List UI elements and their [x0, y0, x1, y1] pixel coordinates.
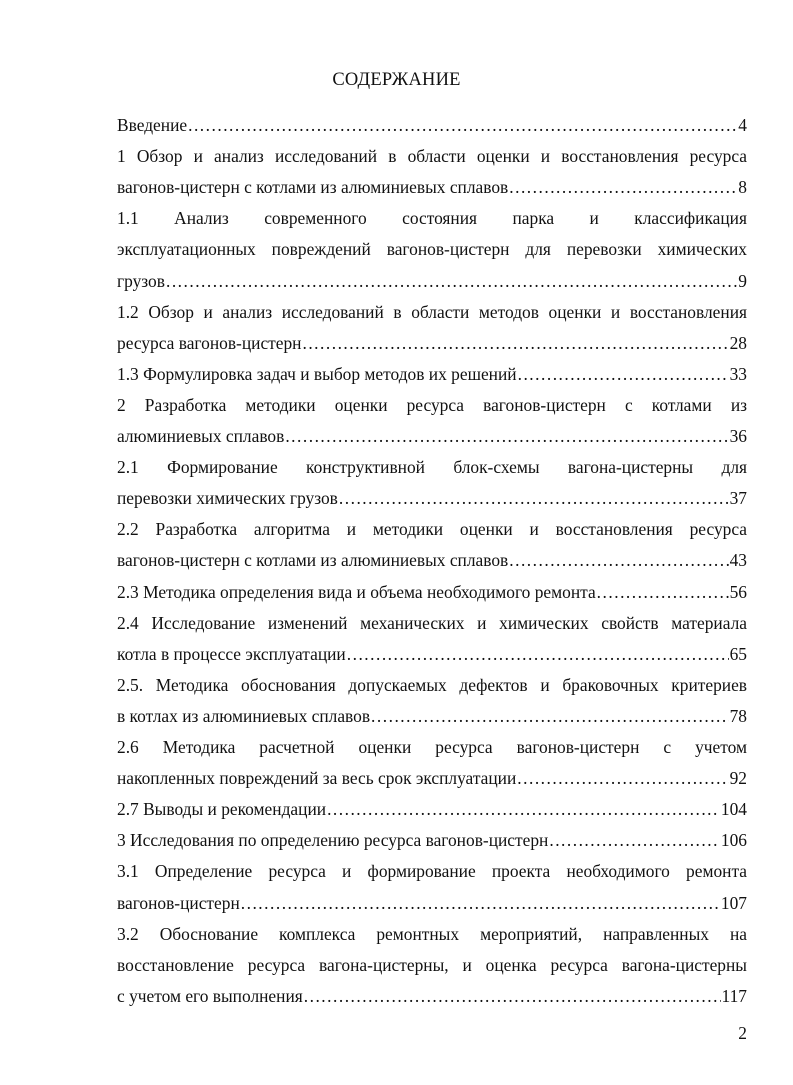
toc-entry-line-last	[117, 545, 747, 576]
toc-page-number: 36	[729, 426, 747, 446]
toc-entry-line-last	[117, 981, 747, 1012]
toc-entry-line-last	[117, 763, 747, 794]
toc-entry-text: восстановление ресурса вагона-цистерны, и оценка ресурса вагона-цистерны	[117, 954, 747, 975]
toc-page-number: 107	[720, 892, 747, 913]
dot-leader	[509, 545, 728, 576]
toc-entry-text: 2.3 Методика определения вида и объема необходимого ремонта	[117, 581, 596, 602]
toc-entry-text: 1.3 Формулировка задач и выбор методов их решений	[117, 363, 517, 384]
toc-entry-text: 2.4 Исследование изменений механических и химических свойств материала	[117, 612, 747, 633]
toc-entry-text: 2 Разработка методики оценки ресурса вагонов-цистерн с котлами из	[117, 394, 747, 415]
toc-entry-text: с учетом его выполнения	[117, 985, 303, 1006]
toc-page-number: 104	[720, 799, 747, 820]
page-number: 2	[738, 1023, 747, 1043]
toc-entry-text: вагонов-цистерн с котлами из алюминиевых сплавов	[117, 177, 509, 198]
toc-page-number: 106	[720, 830, 747, 851]
dot-leader	[241, 888, 720, 919]
dot-leader	[371, 701, 729, 732]
toc-entry-text: перевозки химических грузов	[117, 488, 338, 509]
toc-entry-line-last	[117, 701, 747, 732]
toc-entry-text: 2.5. Методика обоснования допускаемых дефектов и браковочных критериев	[117, 674, 747, 695]
page-title: СОДЕРЖАНИЕ	[332, 70, 461, 90]
toc-page-number: 92	[729, 768, 747, 789]
toc-entry-line-last	[117, 266, 747, 297]
toc-entry-text: алюминиевых сплавов	[117, 426, 285, 446]
toc-entry-line-last	[117, 421, 747, 452]
dot-leader	[304, 981, 721, 1012]
toc-page-number: 37	[729, 488, 747, 509]
toc-page-number: 4	[738, 115, 747, 135]
toc-entry-text: 2.6 Методика расчетной оценки ресурса вагонов-цистерн с учетом	[117, 737, 747, 757]
toc-entry-text: 3.2 Обоснование комплекса ремонтных мероприятий, направленных на	[117, 923, 747, 944]
dot-leader	[347, 639, 729, 670]
toc-entry-line-last	[117, 639, 747, 670]
toc-page-number: 33	[729, 363, 747, 384]
toc-entry-text: котла в процессе эксплуатации	[117, 643, 346, 664]
toc-entry-text: вагонов-цистерн с котлами из алюминиевых сплавов	[117, 550, 509, 571]
toc-entry-text: грузов	[117, 270, 165, 291]
dot-leader	[166, 266, 737, 297]
dot-leader	[188, 110, 737, 141]
toc-entry-text: эксплуатационных повреждений вагонов-цистерн для перевозки химических	[117, 239, 747, 260]
toc-entry-line-last	[117, 794, 747, 825]
toc-entry-text: 1 Обзор и анализ исследований в области оценки и восстановления ресурса	[117, 146, 747, 167]
toc-entry-text: 1.1 Анализ современного состояния парка и классификация	[117, 208, 747, 229]
dot-leader	[302, 328, 728, 359]
toc-entry-line-last	[117, 888, 747, 919]
toc-entry-text: в котлах из алюминиевых сплавов	[117, 705, 371, 726]
toc-entry-text: ресурса вагонов-цистерн	[117, 332, 302, 353]
toc-page-number: 43	[729, 550, 747, 571]
toc-page-number: 65	[729, 643, 747, 664]
toc-entry-text: 3.1 Определение ресурса и формирование проекта необходимого ремонта	[117, 861, 747, 882]
toc-page-number: 8	[738, 177, 747, 198]
toc-entry-line-last	[117, 328, 747, 359]
dot-leader	[518, 359, 729, 390]
toc-page-number: 9	[738, 270, 747, 291]
toc-entry-text: накопленных повреждений за весь срок эксплуатации	[117, 768, 517, 789]
dot-leader	[517, 763, 728, 794]
toc-entry-text: вагонов-цистерн	[117, 892, 240, 913]
toc-entry-line-last	[117, 577, 747, 608]
toc-entry-text: 2.2 Разработка алгоритма и методики оценки и восстановления ресурса	[117, 519, 747, 540]
toc-entry-text: 1.2 Обзор и анализ исследований в области методов оценки и восстановления	[117, 301, 747, 322]
dot-leader	[597, 577, 729, 608]
toc-entry-text: 2.7 Выводы и рекомендации	[117, 799, 327, 820]
toc-page-number: 28	[729, 332, 747, 353]
toc-page-number: 78	[729, 705, 747, 726]
toc-page-number: 56	[729, 581, 747, 602]
dot-leader	[549, 825, 720, 856]
toc-entry-line-last	[117, 172, 747, 203]
toc-page-number: 117	[721, 985, 747, 1006]
toc-entry-text: 3 Исследования по определению ресурса вагонов-цистерн	[117, 830, 549, 851]
dot-leader	[509, 172, 737, 203]
toc-entry-line-last	[117, 110, 747, 141]
toc-entry-line-last	[117, 483, 747, 514]
dot-leader	[327, 794, 720, 825]
dot-leader	[339, 483, 729, 514]
toc-entry-text: 2.1 Формирование конструктивной блок-схемы вагона-цистерны для	[117, 457, 747, 478]
toc-entry-line-last	[117, 359, 747, 390]
dot-leader	[285, 421, 728, 452]
toc-entry-line-last	[117, 825, 747, 856]
toc-entry-text: Введение	[117, 115, 188, 135]
